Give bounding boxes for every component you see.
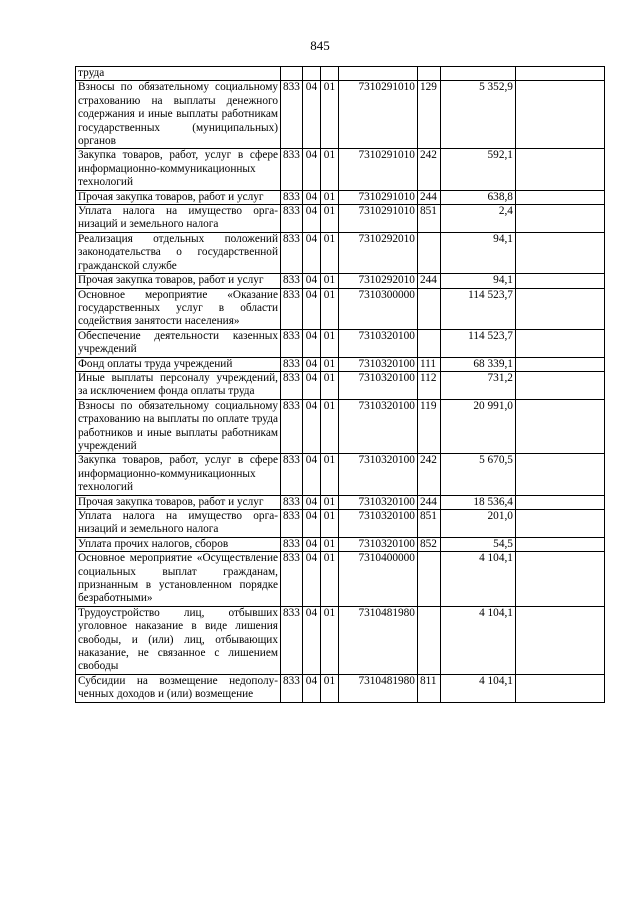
table-row xyxy=(76,606,605,674)
empty-cell xyxy=(515,288,604,329)
page-number: 845 xyxy=(310,38,330,53)
section-code-cell: 04 xyxy=(302,371,320,399)
budget-table-body xyxy=(76,67,605,703)
ministry-code-cell: 833 xyxy=(281,357,303,371)
table-row xyxy=(76,149,605,190)
table-row xyxy=(76,495,605,509)
table-row xyxy=(76,67,605,81)
table-row xyxy=(76,274,605,288)
section-code-cell xyxy=(302,67,320,81)
item-name-cell: Уплата налога на имущество организаций и земельного налога xyxy=(76,205,281,233)
item-name-cell: Иные выплаты персоналу учреждений, за исключением фонда оплаты труда xyxy=(76,371,281,399)
table-row xyxy=(76,510,605,538)
target-article-cell: 7310320100 xyxy=(338,537,417,551)
section-code-cell: 04 xyxy=(302,288,320,329)
expense-type-cell: 851 xyxy=(417,205,440,233)
ministry-code-cell: 833 xyxy=(281,510,303,538)
subsection-code-cell: 01 xyxy=(320,537,338,551)
target-article-cell: 7310320100 xyxy=(338,454,417,495)
expense-type-cell: 112 xyxy=(417,371,440,399)
subsection-code-cell: 01 xyxy=(320,329,338,357)
expense-type-cell: 119 xyxy=(417,399,440,454)
empty-cell xyxy=(515,454,604,495)
item-name-cell: труда xyxy=(76,67,281,81)
item-name-cell: Уплата налога на имущество организаций и земельного налога xyxy=(76,510,281,538)
table-row xyxy=(76,371,605,399)
table-row xyxy=(76,357,605,371)
amount-cell: 592,1 xyxy=(440,149,515,190)
section-code-cell: 04 xyxy=(302,552,320,607)
section-code-cell: 04 xyxy=(302,357,320,371)
ministry-code-cell: 833 xyxy=(281,399,303,454)
section-code-cell: 04 xyxy=(302,205,320,233)
empty-cell xyxy=(515,232,604,273)
empty-cell xyxy=(515,274,604,288)
target-article-cell: 7310292010 xyxy=(338,232,417,273)
section-code-cell: 04 xyxy=(302,454,320,495)
table-row xyxy=(76,674,605,702)
budget-table xyxy=(75,66,605,703)
target-article-cell: 7310291010 xyxy=(338,205,417,233)
subsection-code-cell: 01 xyxy=(320,495,338,509)
expense-type-cell: 129 xyxy=(417,81,440,149)
expense-type-cell xyxy=(417,552,440,607)
item-name-cell: Обеспечение деятельности казенных учреждений xyxy=(76,329,281,357)
ministry-code-cell: 833 xyxy=(281,81,303,149)
section-code-cell: 04 xyxy=(302,190,320,204)
empty-cell xyxy=(515,329,604,357)
section-code-cell: 04 xyxy=(302,274,320,288)
item-name-cell: Основное мероприятие «Осуществление социальных выплат гражданам, признанным в установленном порядке безработными» xyxy=(76,552,281,607)
empty-cell xyxy=(515,537,604,551)
target-article-cell: 7310291010 xyxy=(338,190,417,204)
amount-cell xyxy=(440,67,515,81)
subsection-code-cell: 01 xyxy=(320,274,338,288)
target-article-cell: 7310300000 xyxy=(338,288,417,329)
amount-cell: 20 991,0 xyxy=(440,399,515,454)
ministry-code-cell: 833 xyxy=(281,674,303,702)
amount-cell: 4 104,1 xyxy=(440,674,515,702)
target-article-cell: 7310291010 xyxy=(338,149,417,190)
empty-cell xyxy=(515,399,604,454)
item-name-cell: Прочая закупка товаров, работ и услуг xyxy=(76,495,281,509)
item-name-cell: Взносы по обязательному социальному страхованию на выплаты по оплате труда работников и иные выплаты работникам учреждений xyxy=(76,399,281,454)
subsection-code-cell: 01 xyxy=(320,399,338,454)
section-code-cell: 04 xyxy=(302,674,320,702)
expense-type-cell: 244 xyxy=(417,274,440,288)
section-code-cell: 04 xyxy=(302,537,320,551)
item-name-cell: Уплата прочих налогов, сборов xyxy=(76,537,281,551)
ministry-code-cell xyxy=(281,67,303,81)
expense-type-cell xyxy=(417,67,440,81)
amount-cell: 54,5 xyxy=(440,537,515,551)
subsection-code-cell: 01 xyxy=(320,606,338,674)
ministry-code-cell: 833 xyxy=(281,205,303,233)
section-code-cell: 04 xyxy=(302,399,320,454)
section-code-cell: 04 xyxy=(302,606,320,674)
amount-cell: 94,1 xyxy=(440,232,515,273)
target-article-cell: 7310292010 xyxy=(338,274,417,288)
subsection-code-cell: 01 xyxy=(320,149,338,190)
target-article-cell: 7310320100 xyxy=(338,329,417,357)
empty-cell xyxy=(515,149,604,190)
amount-cell: 638,8 xyxy=(440,190,515,204)
expense-type-cell: 811 xyxy=(417,674,440,702)
table-row xyxy=(76,81,605,149)
item-name-cell: Трудоустройство лиц, отбывших уголовное наказание в виде лишения свободы, и (или) лиц, отбывающих наказание, не связанное с лишением свободы xyxy=(76,606,281,674)
table-row xyxy=(76,399,605,454)
subsection-code-cell: 01 xyxy=(320,288,338,329)
amount-cell: 94,1 xyxy=(440,274,515,288)
target-article-cell: 7310291010 xyxy=(338,81,417,149)
empty-cell xyxy=(515,371,604,399)
expense-type-cell: 242 xyxy=(417,149,440,190)
amount-cell: 201,0 xyxy=(440,510,515,538)
subsection-code-cell: 01 xyxy=(320,510,338,538)
target-article-cell: 7310481980 xyxy=(338,606,417,674)
ministry-code-cell: 833 xyxy=(281,537,303,551)
ministry-code-cell: 833 xyxy=(281,274,303,288)
amount-cell: 18 536,4 xyxy=(440,495,515,509)
subsection-code-cell: 01 xyxy=(320,371,338,399)
target-article-cell: 7310320100 xyxy=(338,399,417,454)
table-row xyxy=(76,454,605,495)
empty-cell xyxy=(515,495,604,509)
expense-type-cell xyxy=(417,288,440,329)
empty-cell xyxy=(515,674,604,702)
target-article-cell: 7310320100 xyxy=(338,495,417,509)
ministry-code-cell: 833 xyxy=(281,288,303,329)
subsection-code-cell: 01 xyxy=(320,357,338,371)
target-article-cell: 7310320100 xyxy=(338,357,417,371)
section-code-cell: 04 xyxy=(302,81,320,149)
section-code-cell: 04 xyxy=(302,510,320,538)
ministry-code-cell: 833 xyxy=(281,329,303,357)
target-article-cell: 7310481980 xyxy=(338,674,417,702)
subsection-code-cell: 01 xyxy=(320,674,338,702)
expense-type-cell: 111 xyxy=(417,357,440,371)
expense-type-cell xyxy=(417,232,440,273)
expense-type-cell xyxy=(417,329,440,357)
ministry-code-cell: 833 xyxy=(281,149,303,190)
target-article-cell: 7310320100 xyxy=(338,510,417,538)
item-name-cell: Закупка товаров, работ, услуг в сфере информационно-коммуникационных технологий xyxy=(76,454,281,495)
subsection-code-cell: 01 xyxy=(320,454,338,495)
expense-type-cell: 244 xyxy=(417,190,440,204)
subsection-code-cell xyxy=(320,67,338,81)
subsection-code-cell: 01 xyxy=(320,205,338,233)
subsection-code-cell: 01 xyxy=(320,81,338,149)
table-row xyxy=(76,190,605,204)
item-name-cell: Прочая закупка товаров, работ и услуг xyxy=(76,190,281,204)
item-name-cell: Закупка товаров, работ, услуг в сфере информационно-коммуникационных технологий xyxy=(76,149,281,190)
amount-cell: 4 104,1 xyxy=(440,606,515,674)
empty-cell xyxy=(515,205,604,233)
amount-cell: 114 523,7 xyxy=(440,329,515,357)
amount-cell: 5 352,9 xyxy=(440,81,515,149)
section-code-cell: 04 xyxy=(302,232,320,273)
table-row xyxy=(76,205,605,233)
ministry-code-cell: 833 xyxy=(281,371,303,399)
item-name-cell: Реализация отдельных положений законодательства о государственной гражданской службе xyxy=(76,232,281,273)
expense-type-cell: 244 xyxy=(417,495,440,509)
amount-cell: 5 670,5 xyxy=(440,454,515,495)
amount-cell: 731,2 xyxy=(440,371,515,399)
ministry-code-cell: 833 xyxy=(281,190,303,204)
expense-type-cell: 852 xyxy=(417,537,440,551)
empty-cell xyxy=(515,357,604,371)
item-name-cell: Взносы по обязательному социальному страхованию на выплаты денежного содержания и иные выплаты работникам государственных (муниципальных) органов xyxy=(76,81,281,149)
subsection-code-cell: 01 xyxy=(320,552,338,607)
table-row xyxy=(76,288,605,329)
ministry-code-cell: 833 xyxy=(281,606,303,674)
amount-cell: 68 339,1 xyxy=(440,357,515,371)
empty-cell xyxy=(515,190,604,204)
item-name-cell: Субсидии на возмещение недополученных доходов и (или) возмещение xyxy=(76,674,281,702)
subsection-code-cell: 01 xyxy=(320,190,338,204)
item-name-cell: Основное мероприятие «Оказание государственных услуг в области содействия занятости населения» xyxy=(76,288,281,329)
expense-type-cell xyxy=(417,606,440,674)
amount-cell: 2,4 xyxy=(440,205,515,233)
empty-cell xyxy=(515,552,604,607)
table-row xyxy=(76,552,605,607)
amount-cell: 4 104,1 xyxy=(440,552,515,607)
target-article-cell: 7310400000 xyxy=(338,552,417,607)
ministry-code-cell: 833 xyxy=(281,552,303,607)
item-name-cell: Прочая закупка товаров, работ и услуг xyxy=(76,274,281,288)
table-row xyxy=(76,329,605,357)
table-row xyxy=(76,537,605,551)
section-code-cell: 04 xyxy=(302,329,320,357)
empty-cell xyxy=(515,67,604,81)
empty-cell xyxy=(515,81,604,149)
target-article-cell: 7310320100 xyxy=(338,371,417,399)
ministry-code-cell: 833 xyxy=(281,454,303,495)
expense-type-cell: 242 xyxy=(417,454,440,495)
amount-cell: 114 523,7 xyxy=(440,288,515,329)
expense-type-cell: 851 xyxy=(417,510,440,538)
ministry-code-cell: 833 xyxy=(281,232,303,273)
section-code-cell: 04 xyxy=(302,149,320,190)
target-article-cell xyxy=(338,67,417,81)
item-name-cell: Фонд оплаты труда учреждений xyxy=(76,357,281,371)
subsection-code-cell: 01 xyxy=(320,232,338,273)
section-code-cell: 04 xyxy=(302,495,320,509)
empty-cell xyxy=(515,606,604,674)
table-row xyxy=(76,232,605,273)
empty-cell xyxy=(515,510,604,538)
ministry-code-cell: 833 xyxy=(281,495,303,509)
